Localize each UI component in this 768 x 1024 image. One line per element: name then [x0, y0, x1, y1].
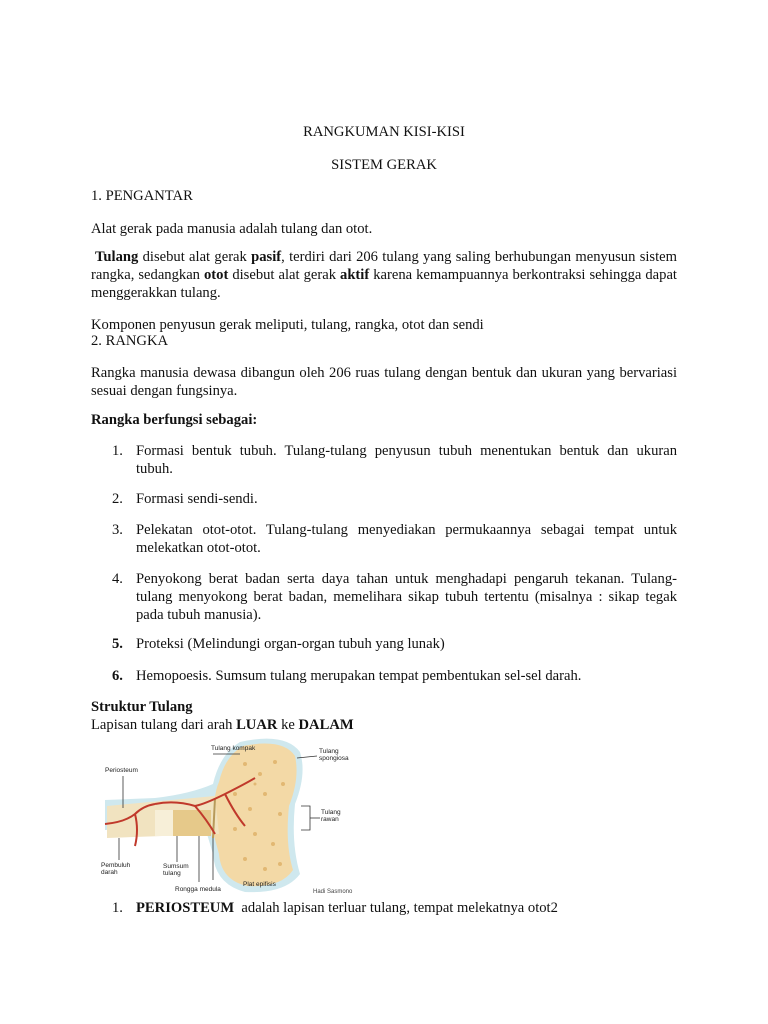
section-heading-pengantar: 1. PENGANTAR: [91, 188, 193, 204]
label-sumsum-1: Sumsum: [163, 863, 189, 870]
marrow-shape: [155, 810, 173, 836]
list-number: 5.: [112, 636, 123, 652]
label-sumsum-2: tulang: [163, 870, 181, 877]
list-number: 1.: [112, 443, 123, 459]
text-span: ke: [277, 717, 299, 733]
tulang-paragraph: [91, 248, 677, 302]
medullary-cavity: [167, 810, 211, 836]
text-span: adalah lapisan terluar tulang, tempat melekatnya otot2: [234, 900, 558, 916]
list-number: 3.: [112, 522, 123, 538]
bone-structure-diagram: [95, 734, 395, 896]
text-span: karena kemampuannya berkontraksi sehingga dapat menggerakkan tulang.: [91, 267, 677, 301]
label-spongiosa-2: spongiosa: [319, 755, 349, 762]
list-text: Proteksi (Melindungi organ-organ tubuh yang lunak): [136, 636, 445, 652]
text-span: , terdiri dari 206 tulang yang saling berhubungan menyusun sistem rangka, sedangkan: [91, 249, 677, 283]
list-text: Hemopoesis. Sumsum tulang merupakan tempat pembentukan sel-sel darah.: [136, 668, 582, 684]
list-text: [136, 899, 558, 917]
label-periosteum: Periosteum: [105, 767, 138, 774]
term-periosteum: PERIOSTEUM: [136, 900, 235, 916]
document-subtitle: SISTEM GERAK: [331, 157, 437, 173]
list-number: 6.: [112, 668, 123, 684]
term-pasif: pasif: [251, 249, 282, 265]
list-number: 1.: [112, 900, 123, 916]
term-aktif: aktif: [340, 267, 370, 283]
list-text: Formasi sendi-sendi.: [136, 491, 258, 507]
list-text: Pelekatan otot-otot. Tulang-tulang menyediakan permukaannya sebagai tempat untuk melekatkan otot-otot.: [136, 522, 677, 556]
spongy-bone-head: [213, 744, 297, 887]
rangka-paragraph: Rangka manusia dewasa dibangun oleh 206 ruas tulang dengan bentuk dan ukuran yang bervariasi sesuai dengan fungsinya.: [91, 365, 677, 399]
label-tulang-kompak: Tulang kompak: [211, 745, 256, 752]
fungsi-heading: Rangka berfungsi sebagai:: [91, 412, 258, 428]
label-spongiosa-1: Tulang: [319, 748, 339, 755]
komponen-paragraph: Komponen penyusun gerak meliputi, tulang, rangka, otot dan sendi: [91, 317, 484, 333]
lapisan-line: [91, 716, 677, 734]
term-otot: otot: [203, 267, 229, 283]
list-text: Formasi bentuk tubuh. Tulang-tulang penyusun tubuh menentukan bentuk dan ukuran tubuh.: [136, 443, 677, 477]
label-plat-epifisis: Plat epifisis: [243, 881, 276, 888]
label-pembuluh-2: darah: [101, 869, 118, 876]
list-number: 4.: [112, 571, 123, 587]
term-dalam: DALAM: [298, 717, 354, 733]
term-luar: LUAR: [236, 717, 278, 733]
figure-credit: Hadi Sasmono: [313, 889, 353, 895]
text-span: disebut alat gerak: [138, 249, 252, 265]
list-number: 2.: [112, 491, 123, 507]
document-title: RANGKUMAN KISI-KISI: [303, 124, 465, 140]
text-span: disebut alat gerak: [228, 267, 341, 283]
label-rongga-medula: Rongga medula: [175, 886, 221, 893]
section-heading-rangka: 2. RANGKA: [91, 333, 169, 349]
list-text: Penyokong berat badan serta daya tahan untuk menghadapi pengaruh tekanan. Tulang-tulang menyokong berat badan, memelihara sikap tubuh tertentu (misalnya : sikap tegak pada tubuh manusia).: [136, 571, 677, 623]
label-pembuluh-1: Pembuluh: [101, 862, 131, 869]
label-rawan-1: Tulang: [321, 809, 341, 816]
struktur-heading: Struktur Tulang: [91, 699, 193, 715]
intro-paragraph: Alat gerak pada manusia adalah tulang dan otot.: [91, 221, 373, 237]
term-tulang: Tulang: [95, 249, 139, 265]
text-span: Lapisan tulang dari arah: [91, 717, 237, 733]
label-rawan-2: rawan: [321, 816, 339, 823]
